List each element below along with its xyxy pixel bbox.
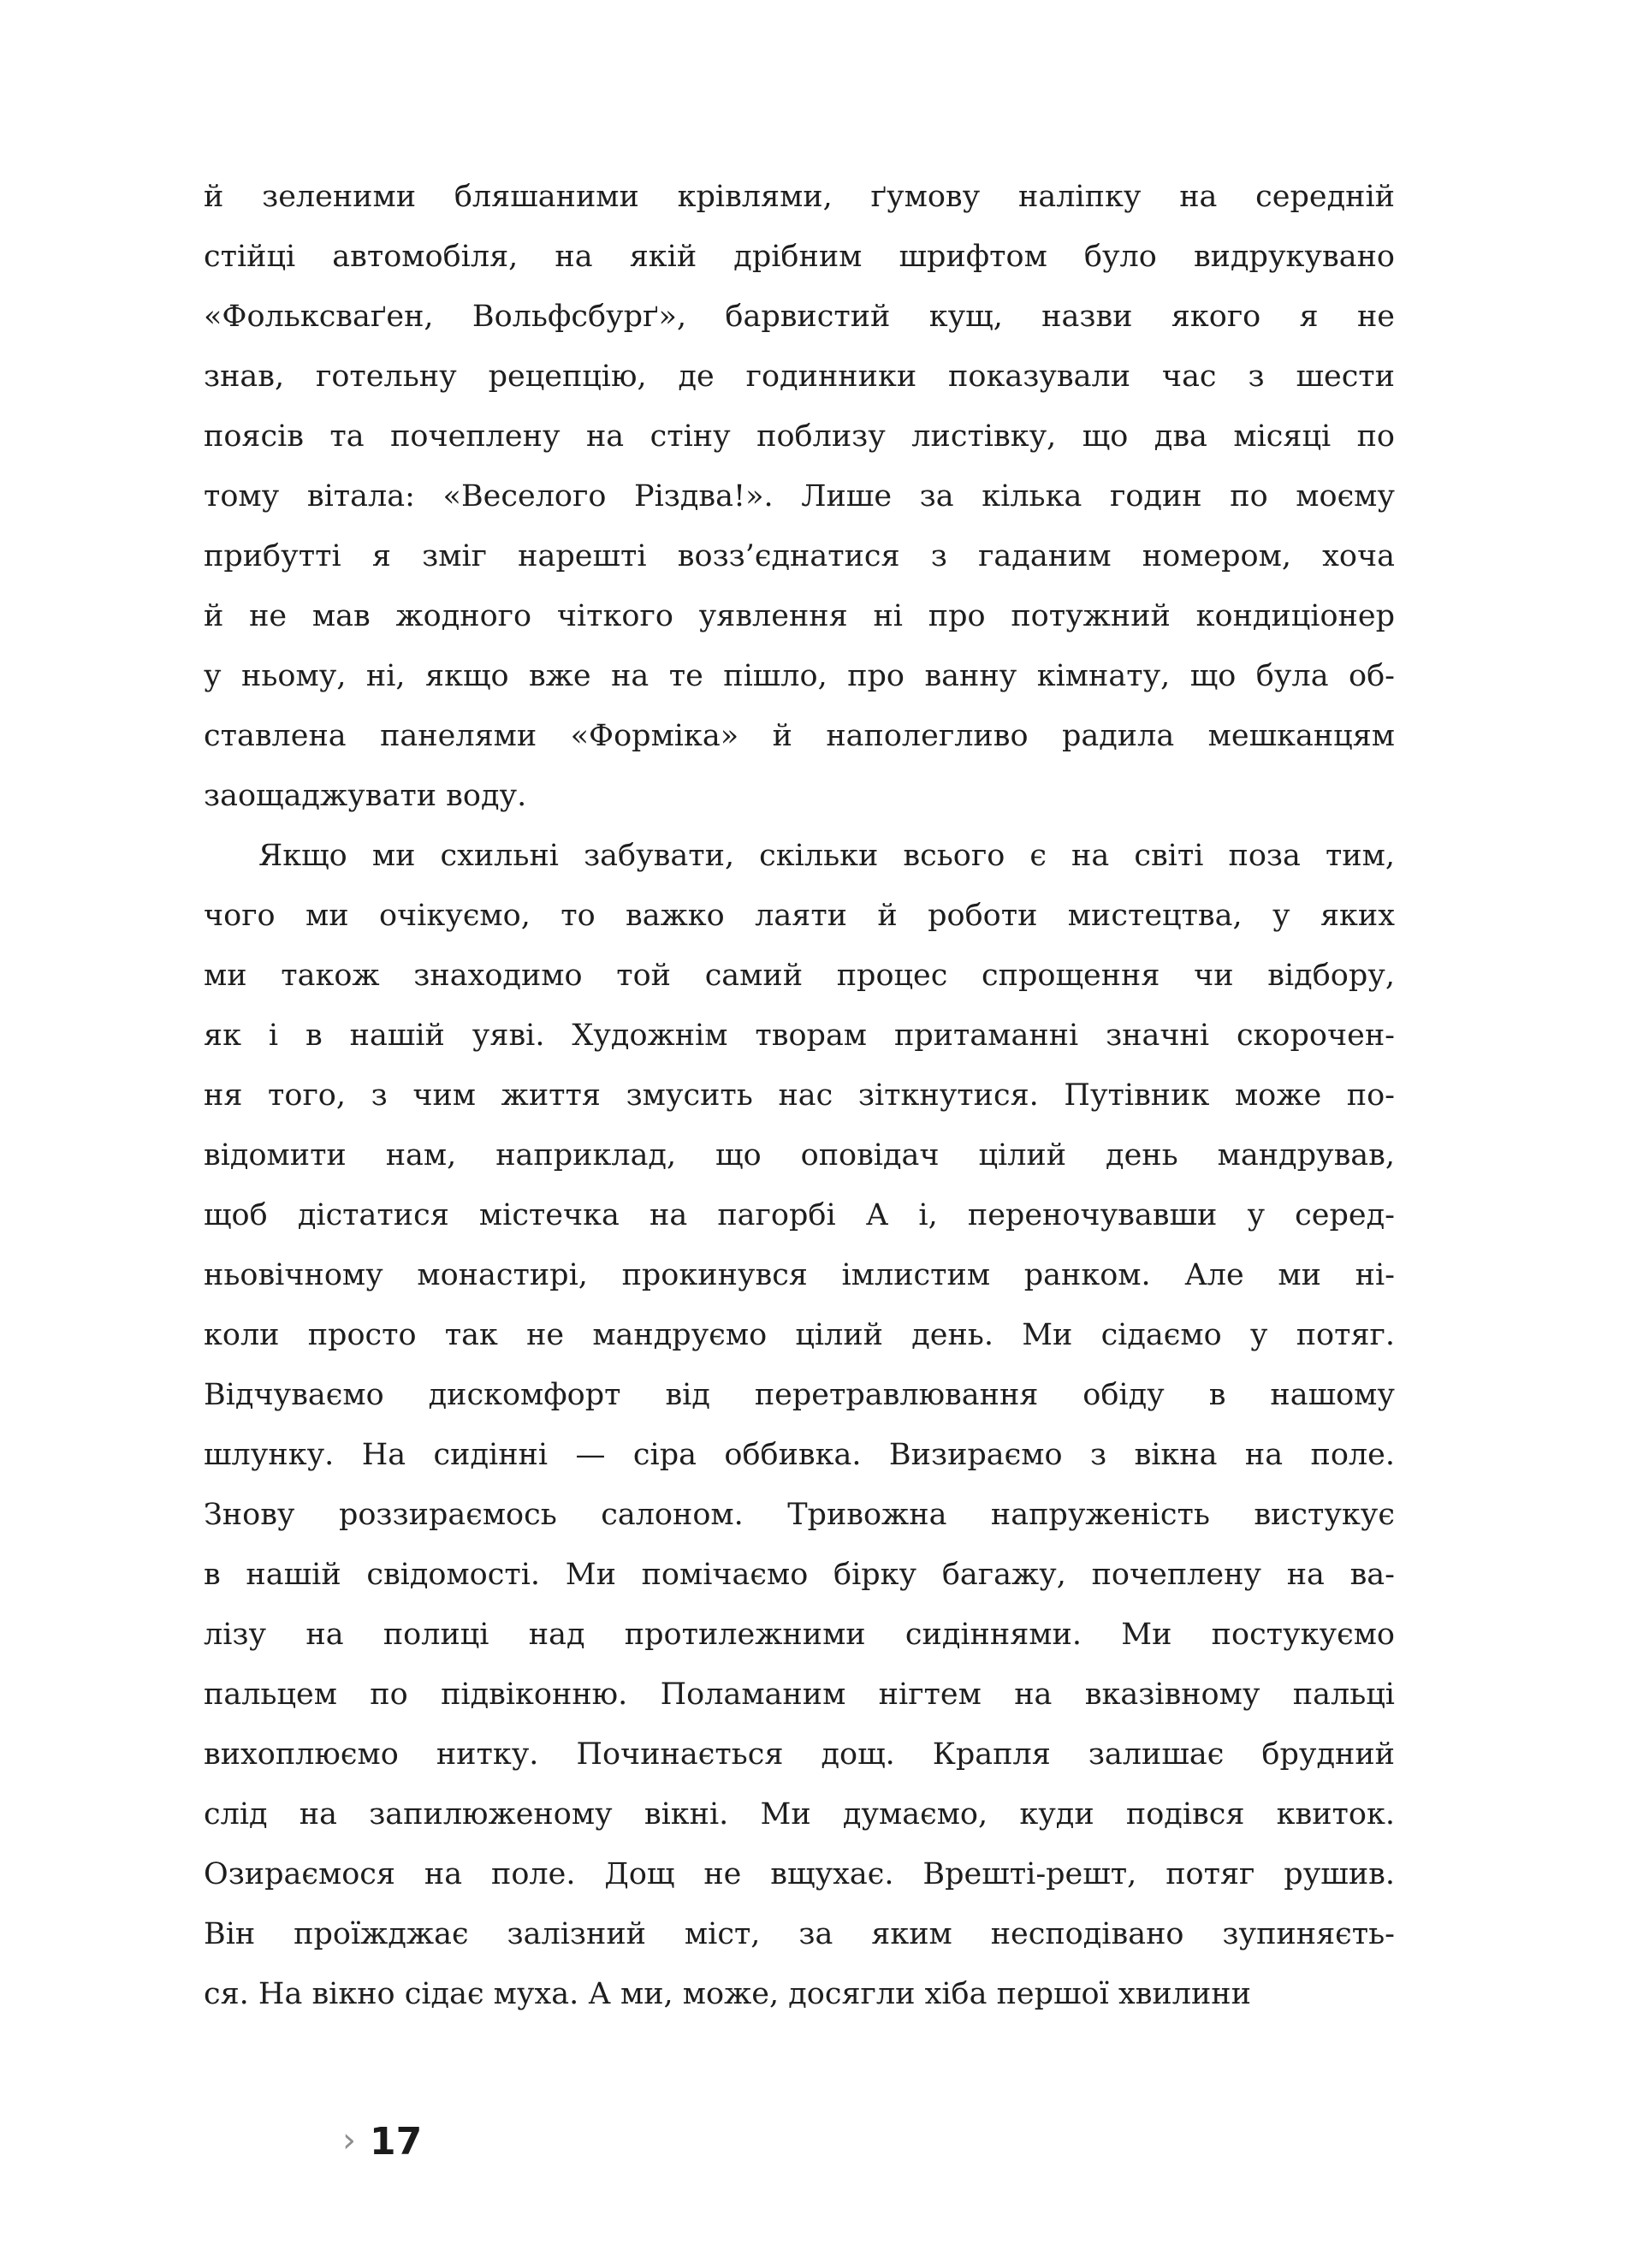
text-line: Знову роззираємось салоном. Тривожна напруженість вистукує xyxy=(204,1498,1395,1532)
text-line: «Фольксваґен, Вольфсбурґ», барвистий кущ, назви якого я не xyxy=(204,300,1395,334)
text-line: пальцем по підвіконню. Поламаним нігтем на вказівному пальці xyxy=(204,1677,1395,1712)
text-line: ми також знаходимо той самий процес спрощення чи відбору, xyxy=(204,959,1395,993)
text-line: як і в нашій уяві. Художнім творам притаманні значні скорочен- xyxy=(204,1018,1395,1053)
text-line: ставлена панелями «Форміка» й наполегливо радила мешканцям xyxy=(204,719,1395,753)
chevron-right-icon: › xyxy=(342,2121,356,2160)
text-line: коли просто так не мандруємо цілий день. Ми сідаємо у потяг. xyxy=(204,1318,1395,1352)
page-number: 17 xyxy=(370,2120,423,2164)
text-line: Він проїжджає залізний міст, за яким несподівано зупиняєть- xyxy=(204,1917,1395,1951)
text-line: щоб дістатися містечка на пагорбі А і, переночувавши у серед- xyxy=(204,1198,1395,1232)
text-line: тому вітала: «Веселого Різдва!». Лише за кілька годин по моєму xyxy=(204,479,1395,514)
text-line: ньовічному монастирі, прокинувся імлистим ранком. Але ми ні- xyxy=(204,1258,1395,1292)
text-line: відомити нам, наприклад, що оповідач цілий день мандрував, xyxy=(204,1138,1395,1173)
text-line: чого ми очікуємо, то важко лаяти й роботи мистецтва, у яких xyxy=(204,899,1395,933)
text-line: знав, готельну рецепцію, де годинники показували час з шести xyxy=(204,359,1395,394)
text-line: поясів та почеплену на стіну поблизу листівку, що два місяці по xyxy=(204,419,1395,454)
paragraph xyxy=(204,167,1395,826)
text-line: й зеленими бляшаними крівлями, ґумову наліпку на середній xyxy=(204,180,1395,214)
text-line: в нашій свідомості. Ми помічаємо бірку багажу, почеплену на ва- xyxy=(204,1558,1395,1592)
text-line: Озираємося на поле. Дощ не вщухає. Врешті-решт, потяг рушив. xyxy=(204,1857,1395,1891)
text-line: й не мав жодного чіткого уявлення ні про потужний кондиціонер xyxy=(204,599,1395,633)
text-line: вихоплюємо нитку. Починається дощ. Крапля залишає брудний xyxy=(204,1737,1395,1772)
text-line: заощаджувати воду. xyxy=(204,779,527,813)
text-line: стійці автомобіля, на якій дрібним шрифтом було видрукувано xyxy=(204,240,1395,274)
text-line: Відчуваємо дискомфорт від перетравлювання обіду в нашому xyxy=(204,1378,1395,1412)
text-line: ся. На вікно сідає муха. А ми, може, досягли хіба першої хвилини xyxy=(204,1977,1251,2011)
text-line: Якщо ми схильні забувати, скільки всього є на світі поза тим, xyxy=(258,839,1395,873)
page-footer xyxy=(342,2114,422,2170)
text-line: лізу на полиці над протилежними сидіннями. Ми постукуємо xyxy=(204,1618,1395,1652)
text-line: прибутті я зміг нарешті возз’єднатися з гаданим номером, хоча xyxy=(204,539,1395,573)
text-block xyxy=(204,167,1395,2024)
text-line: у ньому, ні, якщо вже на те пішло, про ванну кімнату, що була об- xyxy=(204,659,1395,693)
text-line: ня того, з чим життя змусить нас зіткнутися. Путівник може по- xyxy=(204,1078,1395,1113)
paragraph xyxy=(204,826,1395,2024)
text-line: слід на запилюженому вікні. Ми думаємо, куди подівся квиток. xyxy=(204,1797,1395,1832)
text-line: шлунку. На сидінні — сіра оббивка. Визираємо з вікна на поле. xyxy=(204,1438,1395,1472)
